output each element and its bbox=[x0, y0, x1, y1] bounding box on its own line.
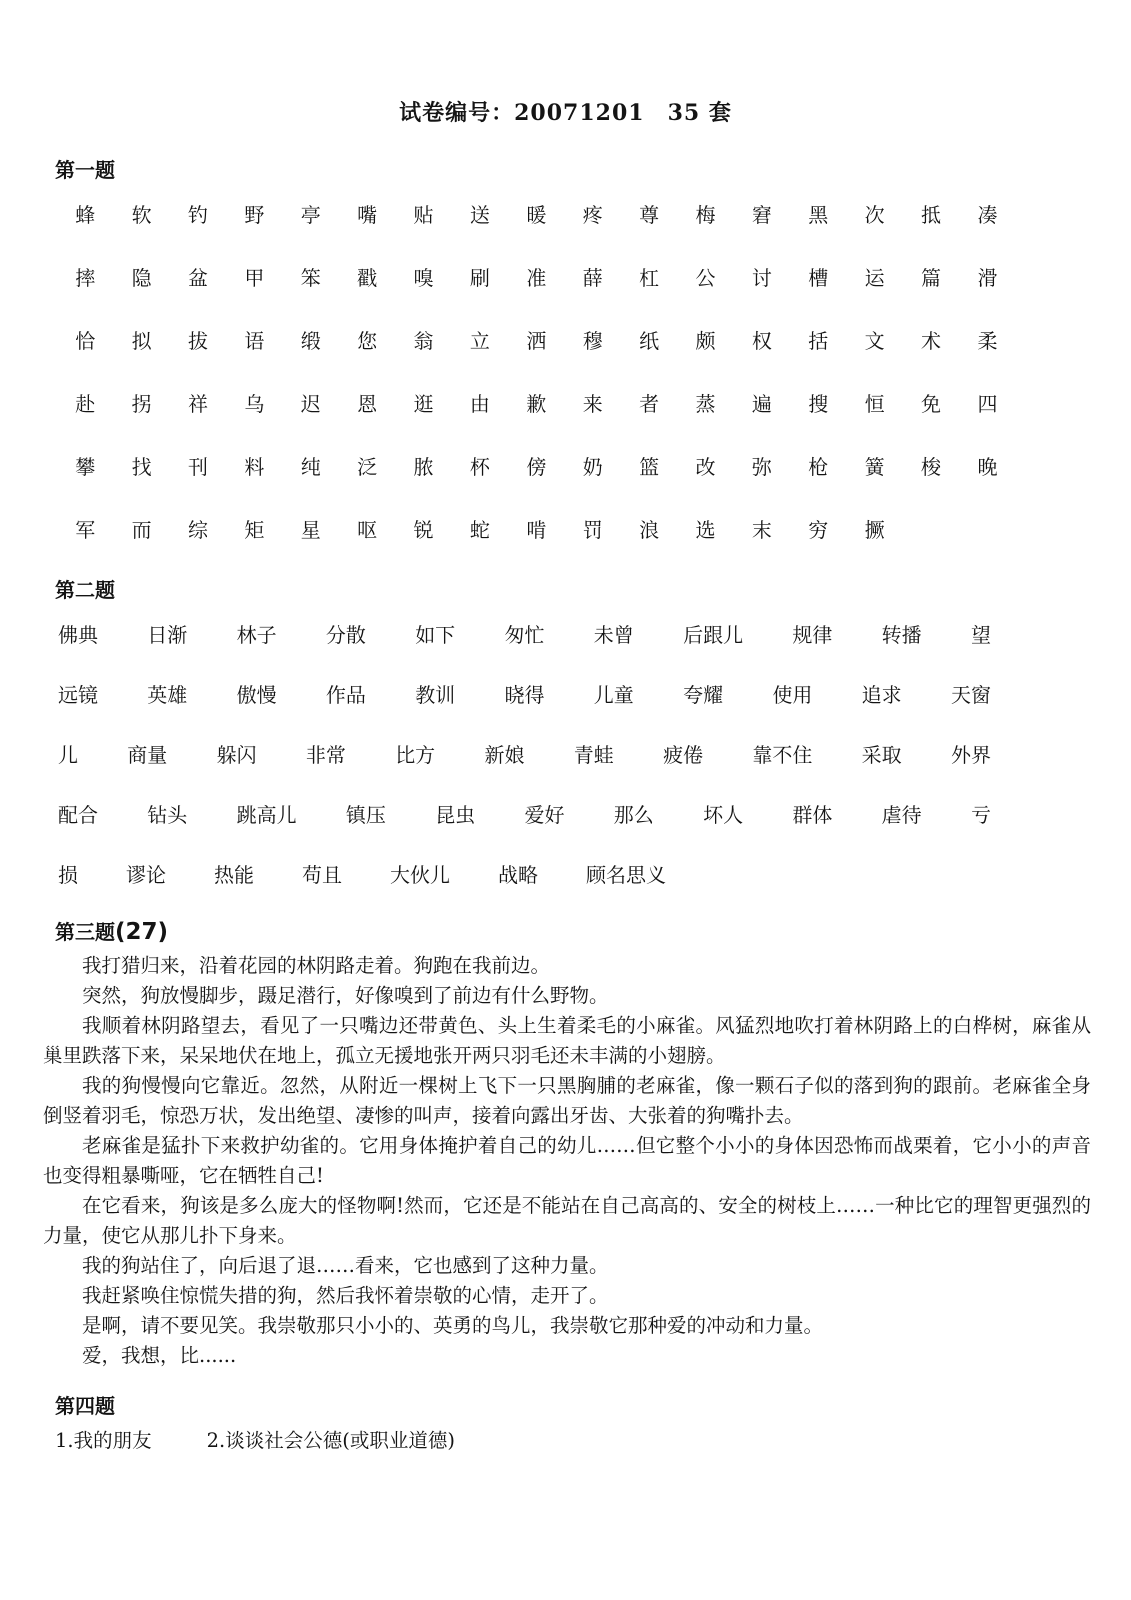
word-row bbox=[58, 739, 991, 767]
word-item: 转播 bbox=[881, 623, 922, 647]
word-item: 匆忙 bbox=[504, 623, 545, 647]
character-cell: 赴 bbox=[75, 392, 96, 416]
essay-topic: 2.谈谈社会公德(或职业道德) bbox=[206, 1429, 455, 1452]
character-cell: 立 bbox=[469, 329, 490, 353]
character-cell: 讨 bbox=[751, 266, 772, 290]
character-cell: 暖 bbox=[526, 203, 547, 227]
section3-heading-count: (27) bbox=[115, 919, 169, 945]
character-cell: 傍 bbox=[526, 455, 547, 479]
character-cell: 遍 bbox=[751, 392, 772, 416]
character-cell: 泛 bbox=[357, 455, 378, 479]
word-item: 新娘 bbox=[484, 743, 525, 767]
character-cell: 拔 bbox=[187, 329, 208, 353]
character-row bbox=[57, 199, 1131, 225]
character-cell: 攀 bbox=[75, 455, 96, 479]
section4-heading: 第四题 bbox=[55, 1394, 115, 1418]
character-row bbox=[57, 325, 1131, 351]
word-item: 儿 bbox=[58, 743, 78, 767]
passage-paragraph: 突然，狗放慢脚步，蹑足潜行，好像嗅到了前边有什么野物。 bbox=[82, 984, 609, 1007]
character-cell: 改 bbox=[695, 455, 716, 479]
character-cell: 滑 bbox=[977, 266, 998, 290]
word-item: 规律 bbox=[792, 623, 833, 647]
passage-paragraph: 我顺着林阴路望去，看见了一只嘴边还带黄色、头上生着柔毛的小麻雀。风猛烈地吹打着林阴路上的白桦树，麻雀从巢里跌落下来，呆呆地伏在地上，孤立无援地张开两只羽毛还未丰满的小翅膀。 bbox=[43, 1014, 1091, 1067]
character-cell: 逛 bbox=[413, 392, 434, 416]
word-item: 天窗 bbox=[950, 683, 991, 707]
word-item: 如下 bbox=[415, 623, 456, 647]
character-cell: 钓 bbox=[187, 203, 208, 227]
character-cell: 摔 bbox=[75, 266, 96, 290]
character-cell: 准 bbox=[526, 266, 547, 290]
section2-word-list bbox=[58, 619, 991, 887]
word-item: 夸耀 bbox=[683, 683, 724, 707]
character-cell: 隐 bbox=[131, 266, 152, 290]
character-cell: 免 bbox=[921, 392, 942, 416]
character-cell: 祥 bbox=[187, 392, 208, 416]
character-cell: 恒 bbox=[864, 392, 885, 416]
word-item: 傲慢 bbox=[236, 683, 277, 707]
character-cell: 蛇 bbox=[469, 518, 490, 542]
character-cell: 选 bbox=[695, 518, 716, 542]
word-item: 亏 bbox=[970, 803, 991, 827]
character-cell: 找 bbox=[131, 455, 152, 479]
character-cell: 窘 bbox=[751, 203, 772, 227]
word-item: 大伙儿 bbox=[390, 863, 450, 887]
character-cell: 脓 bbox=[413, 455, 434, 479]
character-cell: 锐 bbox=[413, 518, 434, 542]
character-cell: 黑 bbox=[808, 203, 829, 227]
character-cell: 奶 bbox=[582, 455, 603, 479]
character-cell: 者 bbox=[639, 392, 660, 416]
character-cell: 纯 bbox=[300, 455, 321, 479]
word-row bbox=[58, 619, 991, 647]
character-cell: 尊 bbox=[639, 203, 660, 227]
character-cell: 晚 bbox=[977, 455, 998, 479]
character-cell: 浪 bbox=[639, 518, 660, 542]
essay-topic: 1.我的朋友 bbox=[55, 1429, 152, 1452]
character-cell: 洒 bbox=[526, 329, 547, 353]
section3-heading bbox=[55, 919, 1131, 945]
character-cell: 恰 bbox=[75, 329, 96, 353]
word-item: 比方 bbox=[395, 743, 436, 767]
word-item: 分散 bbox=[325, 623, 366, 647]
word-item: 教训 bbox=[415, 683, 456, 707]
character-cell: 语 bbox=[244, 329, 265, 353]
word-item: 商量 bbox=[127, 743, 168, 767]
passage-paragraph: 在它看来，狗该是多么庞大的怪物啊!然而，它还是不能站在自己高高的、安全的树枝上……一种比它的理智更强烈的力量，使它从那儿扑下身来。 bbox=[43, 1194, 1091, 1247]
character-row bbox=[57, 388, 1131, 414]
character-cell: 穷 bbox=[808, 518, 829, 542]
word-item: 儿童 bbox=[593, 683, 634, 707]
word-item: 虐待 bbox=[881, 803, 922, 827]
word-item: 配合 bbox=[58, 803, 98, 827]
character-cell: 纸 bbox=[639, 329, 660, 353]
character-cell: 而 bbox=[131, 518, 152, 542]
section2-heading: 第二题 bbox=[55, 578, 115, 602]
character-cell: 戳 bbox=[357, 266, 378, 290]
word-item: 损 bbox=[58, 863, 78, 887]
word-item: 疲倦 bbox=[663, 743, 704, 767]
character-cell: 蒸 bbox=[695, 392, 716, 416]
character-cell: 嗅 bbox=[413, 266, 434, 290]
character-cell: 柔 bbox=[977, 329, 998, 353]
character-cell: 您 bbox=[357, 329, 378, 353]
character-cell: 蜂 bbox=[75, 203, 96, 227]
word-item: 爱好 bbox=[524, 803, 565, 827]
word-item: 望 bbox=[970, 623, 991, 647]
word-item: 坏人 bbox=[703, 803, 744, 827]
character-cell: 刷 bbox=[469, 266, 490, 290]
word-item: 英雄 bbox=[147, 683, 188, 707]
character-cell: 嘴 bbox=[357, 203, 378, 227]
character-cell: 梭 bbox=[921, 455, 942, 479]
character-cell: 篮 bbox=[639, 455, 660, 479]
character-cell: 亭 bbox=[300, 203, 321, 227]
character-cell: 野 bbox=[244, 203, 265, 227]
character-cell: 甲 bbox=[244, 266, 265, 290]
character-cell: 梅 bbox=[695, 203, 716, 227]
character-cell: 弥 bbox=[751, 455, 772, 479]
passage-paragraph: 我打猎归来，沿着花园的林阴路走着。狗跑在我前边。 bbox=[82, 954, 551, 977]
character-cell: 薛 bbox=[582, 266, 603, 290]
word-item: 后跟儿 bbox=[683, 623, 744, 647]
word-item: 采取 bbox=[861, 743, 902, 767]
passage-paragraph: 老麻雀是猛扑下来救护幼雀的。它用身体掩护着自己的幼儿……但它整个小小的身体因恐怖而战栗着，它小小的声音也变得粗暴嘶哑，它在牺牲自己! bbox=[43, 1134, 1091, 1187]
character-cell: 缎 bbox=[300, 329, 321, 353]
section1-character-grid bbox=[57, 199, 1131, 540]
word-item: 晓得 bbox=[504, 683, 545, 707]
passage-paragraph: 我赶紧唤住惊慌失措的狗，然后我怀着崇敬的心情，走开了。 bbox=[82, 1284, 609, 1307]
page-title: 试卷编号：20071201 35 套 bbox=[399, 100, 732, 126]
passage-paragraph: 爱，我想，比...... bbox=[82, 1344, 237, 1367]
character-cell: 公 bbox=[695, 266, 716, 290]
character-cell: 权 bbox=[751, 329, 772, 353]
word-item: 青蛙 bbox=[573, 743, 614, 767]
character-cell: 括 bbox=[808, 329, 829, 353]
character-cell: 笨 bbox=[300, 266, 321, 290]
character-cell: 矩 bbox=[244, 518, 265, 542]
section4-topics bbox=[55, 1425, 1131, 1453]
character-cell: 槽 bbox=[808, 266, 829, 290]
character-cell: 罚 bbox=[582, 518, 603, 542]
word-item: 躲闪 bbox=[216, 743, 257, 767]
character-cell: 由 bbox=[469, 392, 490, 416]
character-cell: 搜 bbox=[808, 392, 829, 416]
character-cell: 末 bbox=[751, 518, 772, 542]
character-cell: 刊 bbox=[187, 455, 208, 479]
character-cell: 料 bbox=[244, 455, 265, 479]
word-item: 作品 bbox=[325, 683, 366, 707]
word-item: 远镜 bbox=[58, 683, 98, 707]
character-cell: 篇 bbox=[921, 266, 942, 290]
character-cell: 啃 bbox=[526, 518, 547, 542]
word-item: 林子 bbox=[236, 623, 277, 647]
word-item: 未曾 bbox=[593, 623, 634, 647]
word-item: 日渐 bbox=[147, 623, 188, 647]
passage-paragraph: 我的狗站住了，向后退了退……看来，它也感到了这种力量。 bbox=[82, 1254, 609, 1277]
character-cell: 贴 bbox=[413, 203, 434, 227]
character-cell: 疼 bbox=[582, 203, 603, 227]
character-row bbox=[57, 451, 1131, 477]
word-item: 战略 bbox=[498, 863, 538, 887]
word-item: 顾名思义 bbox=[586, 863, 666, 887]
character-cell: 星 bbox=[300, 518, 321, 542]
character-cell: 军 bbox=[75, 518, 96, 542]
character-cell: 乌 bbox=[244, 392, 265, 416]
character-row bbox=[57, 514, 1131, 540]
word-item: 苟且 bbox=[302, 863, 342, 887]
word-item: 佛典 bbox=[58, 623, 98, 647]
character-cell: 拟 bbox=[131, 329, 152, 353]
word-item: 谬论 bbox=[126, 863, 166, 887]
character-cell: 送 bbox=[469, 203, 490, 227]
word-item: 外界 bbox=[950, 743, 991, 767]
character-cell: 撅 bbox=[864, 518, 885, 542]
character-row bbox=[57, 262, 1131, 288]
character-cell: 文 bbox=[864, 329, 885, 353]
word-row bbox=[58, 679, 991, 707]
character-cell: 杯 bbox=[469, 455, 490, 479]
character-cell: 迟 bbox=[300, 392, 321, 416]
character-cell: 恩 bbox=[357, 392, 378, 416]
word-item: 非常 bbox=[305, 743, 346, 767]
character-cell: 盆 bbox=[187, 266, 208, 290]
character-cell: 综 bbox=[187, 518, 208, 542]
character-cell: 来 bbox=[582, 392, 603, 416]
character-cell: 运 bbox=[864, 266, 885, 290]
character-cell: 凑 bbox=[977, 203, 998, 227]
section3-passage bbox=[43, 951, 1091, 1371]
word-row bbox=[58, 859, 991, 887]
section1-heading: 第一题 bbox=[55, 158, 115, 182]
word-item: 昆虫 bbox=[435, 803, 476, 827]
word-item: 热能 bbox=[214, 863, 254, 887]
character-cell: 软 bbox=[131, 203, 152, 227]
character-cell: 歉 bbox=[526, 392, 547, 416]
word-item: 追求 bbox=[861, 683, 902, 707]
passage-paragraph: 是啊，请不要见笑。我崇敬那只小小的、英勇的鸟儿，我崇敬它那种爱的冲动和力量。 bbox=[82, 1314, 824, 1337]
character-cell: 次 bbox=[864, 203, 885, 227]
word-item: 跳高儿 bbox=[236, 803, 297, 827]
word-row bbox=[58, 799, 991, 827]
character-cell: 枪 bbox=[808, 455, 829, 479]
word-item: 使用 bbox=[772, 683, 813, 707]
character-cell: 拐 bbox=[131, 392, 152, 416]
character-cell: 翁 bbox=[413, 329, 434, 353]
character-cell: 抵 bbox=[921, 203, 942, 227]
passage-paragraph: 我的狗慢慢向它靠近。忽然，从附近一棵树上飞下一只黑胸脯的老麻雀，像一颗石子似的落到狗的跟前。老麻雀全身倒竖着羽毛，惊恐万状，发出绝望、凄惨的叫声，接着向露出牙齿、大张着的狗嘴扑去。 bbox=[43, 1074, 1091, 1127]
character-cell: 杠 bbox=[639, 266, 660, 290]
character-cell: 呕 bbox=[357, 518, 378, 542]
word-item: 镇压 bbox=[345, 803, 386, 827]
character-cell: 簧 bbox=[864, 455, 885, 479]
section3-heading-text: 第三题 bbox=[55, 920, 115, 944]
word-item: 那么 bbox=[613, 803, 654, 827]
character-cell: 穆 bbox=[582, 329, 603, 353]
word-item: 靠不住 bbox=[752, 743, 813, 767]
word-item: 钻头 bbox=[147, 803, 188, 827]
character-cell: 术 bbox=[921, 329, 942, 353]
character-cell: 颇 bbox=[695, 329, 716, 353]
word-item: 群体 bbox=[792, 803, 833, 827]
character-cell: 四 bbox=[977, 392, 998, 416]
